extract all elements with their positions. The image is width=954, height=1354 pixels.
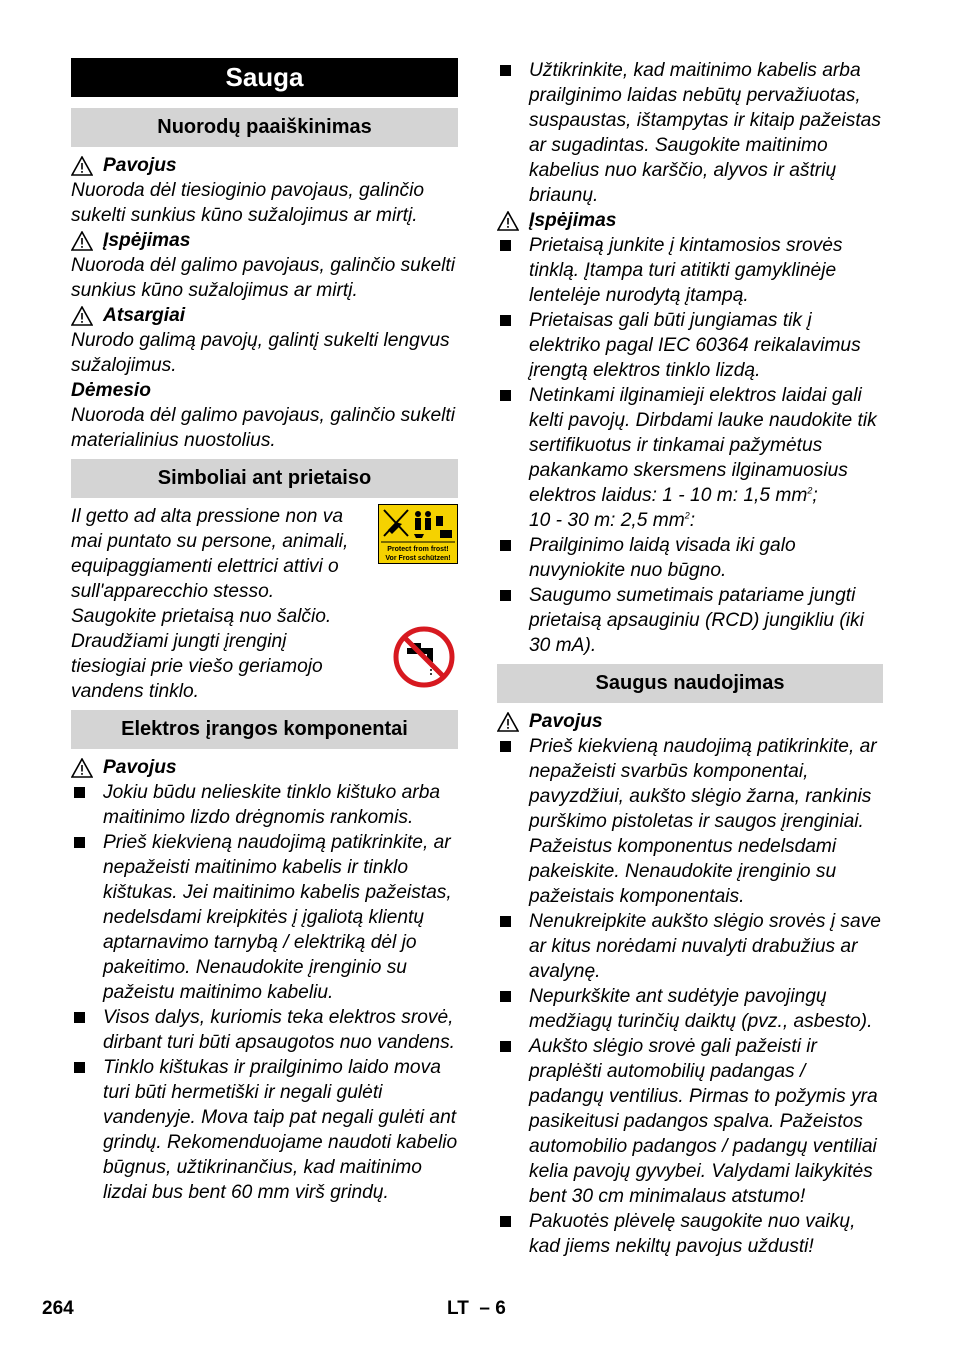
bullet-square-icon bbox=[500, 1216, 511, 1227]
list-item: Pakuotės plėvelę saugokite nuo vaikų, kad jiems nekiltų pavojus uždusti! bbox=[497, 1209, 883, 1259]
frost-sign-line1: Protect from frost! bbox=[387, 546, 449, 553]
section-heading-explanations: Nuorodų paaiškinimas bbox=[71, 108, 458, 147]
warning-description: Nuoroda dėl galimo pavojaus, galinčio sukelti sunkius kūno sužalojimus ar mirtį. bbox=[71, 255, 455, 301]
label-text: Pavojus bbox=[529, 711, 603, 732]
list-item: Nenukreipkite aukšto slėgio srovės į save ar kitus norėdami nuvalyti drabužius ar avalynę. bbox=[497, 909, 883, 984]
warning-triangle-icon bbox=[497, 211, 519, 231]
frost-sign-line2: Vor Frost schützen! bbox=[385, 555, 451, 562]
bullet-square-icon bbox=[500, 65, 511, 76]
frost-sign-icon bbox=[378, 504, 458, 564]
list-item: Prietaisą junkite į kintamosios srovės tinklą. Įtampa turi atitikti gamyklinėje lentelėje nurodytą įtampą. bbox=[497, 233, 883, 308]
list-item: Užtikrinkite, kad maitinimo kabelis arba prailginimo laidas nebūtų pervažiuotas, suspaustas, ištampytas ir kitaip pažeistas ar sugadintas. Saugokite maitinimo kabelius nuo karščio, alyvos ir aštrių briaunų. bbox=[497, 58, 883, 208]
list-item: Jokiu būdu nelieskite tinklo kištuko arba maitinimo lizdo drėgnomis rankomis. bbox=[71, 780, 458, 830]
language-code: LT bbox=[447, 1298, 469, 1319]
right-column bbox=[497, 58, 883, 1259]
warning-label-caution bbox=[71, 303, 458, 328]
warning-triangle-icon bbox=[497, 712, 519, 732]
section-heading-electrical: Elektros įrangos komponentai bbox=[71, 710, 458, 749]
label-text: Įspėjimas bbox=[103, 230, 191, 251]
symbols-block bbox=[71, 504, 458, 704]
label-text: Įspėjimas bbox=[529, 210, 617, 231]
warning-label-warning bbox=[71, 228, 458, 253]
symbol-frost-text: Saugokite prietaisą nuo šalčio. bbox=[71, 606, 332, 627]
bullet-square-icon bbox=[500, 390, 511, 401]
bullet-square-icon bbox=[500, 315, 511, 326]
symbol-water-text: Draudžiami jungti įrenginį tiesiogiai prie viešo geriamojo vandens tinklo. bbox=[71, 631, 323, 702]
list-item: Saugumo sumetimais patariame jungti prietaisą apsauginiu (RCD) jungikliu (iki 30 mA). bbox=[497, 583, 883, 658]
list-item: Netinkami ilginamieji elektros laidai gali kelti pavojų. Dirbdami lauke naudokite tik sertifikuotus ir tinkamai pažymėtus pakankamo skersmens ilginamuosius elektros laidus: 1 - 10 m: 1,5 $mm^2$; 10 - 30 m: 2,5 $mm^2$: bbox=[497, 383, 883, 533]
page-subnumber: – 6 bbox=[479, 1298, 506, 1319]
bullet-square-icon bbox=[500, 1041, 511, 1052]
page-title: Sauga bbox=[71, 58, 458, 97]
bullet-square-icon bbox=[74, 1012, 85, 1023]
bullet-square-icon bbox=[74, 1062, 85, 1073]
bullet-square-icon bbox=[500, 741, 511, 752]
warning-triangle-icon bbox=[71, 306, 93, 326]
list-item: Tinklo kištukas ir prailginimo laido mova turi būti hermetiški ir negali gulėti vandenyje. Mova taip pat negali gulėti ant grindų. Rekomenduojame naudoti kabelio būgnus, užtikrinančius, kad maitinimo lizdai bus bent 60 mm virš grindų. bbox=[71, 1055, 458, 1205]
warning-triangle-icon bbox=[71, 231, 93, 251]
section-heading-safe-use: Saugus naudojimas bbox=[497, 664, 883, 703]
warning-triangle-icon bbox=[71, 156, 93, 176]
attention-label: Dėmesio bbox=[71, 380, 151, 401]
list-item: Prailginimo laidą visada iki galo nuvyniokite nuo būgno. bbox=[497, 533, 883, 583]
no-drinking-water-connection-sign bbox=[393, 626, 455, 688]
bullet-square-icon bbox=[500, 991, 511, 1002]
bullet-square-icon bbox=[500, 240, 511, 251]
label-text: Pavojus bbox=[103, 757, 177, 778]
warning-label-danger bbox=[71, 153, 458, 178]
warning-triangle-icon bbox=[71, 758, 93, 778]
list-item: Aukšto slėgio srovė gali pažeisti ir praplėšti automobilių padangas / padangų ventilius. Pirmas to požymis yra pasikeitusi padangos spalva. Pažeistos automobilio padangos / padangų ventiliai kelia pavojų gyvybei. Valydami laikykitės bent 30 cm minimalaus atstumo! bbox=[497, 1034, 883, 1209]
left-column bbox=[71, 58, 458, 1205]
section-heading-symbols: Simboliai ant prietaiso bbox=[71, 459, 458, 498]
page-language-footer bbox=[447, 1298, 506, 1320]
no-tap-icon bbox=[393, 626, 455, 688]
bullet-square-icon bbox=[500, 916, 511, 927]
bullet-square-icon bbox=[74, 787, 85, 798]
caution-description: Nurodo galimą pavojų, galintį sukelti lengvus sužalojimus. bbox=[71, 330, 450, 376]
list-item: Prieš kiekvieną naudojimą patikrinkite, ar nepažeisti maitinimo kabelis ir tinklo kištukas. Jei maitinimo kabelis pažeistas, nedelsdami kreipkitės į įgaliotą klientų aptarnavimo tarnybą / elektriką dėl jo pakeitimo. Nenaudokite įrenginio su pažeistu maitinimo kabeliu. bbox=[71, 830, 458, 1005]
list-item: Nepurkškite ant sudėtyje pavojingų medžiagų turinčių daiktų (pvz., asbesto). bbox=[497, 984, 883, 1034]
frost-warning-sign bbox=[378, 504, 458, 564]
warning-label-warning bbox=[497, 208, 883, 233]
bullet-square-icon bbox=[74, 837, 85, 848]
danger-description: Nuoroda dėl tiesioginio pavojaus, galinčio sukelti sunkius kūno sužalojimus ar mirtį. bbox=[71, 180, 425, 226]
list-item: Prieš kiekvieną naudojimą patikrinkite, ar nepažeisti svarbūs komponentai, pavyzdžiui, aukšto slėgio žarna, rankinis purškimo pistoletas ir saugos įrenginiai. Pažeistus komponentus nedelsdami pakeiskite. Nenaudokite įrenginio su pažeistais komponentais. bbox=[497, 734, 883, 909]
list-item: Prietaisas gali būti jungiamas tik į elektriko pagal IEC 60364 reikalavimus įrengtą elektros tinklo lizdą. bbox=[497, 308, 883, 383]
bullet-square-icon bbox=[500, 540, 511, 551]
warning-label-danger bbox=[497, 709, 883, 734]
page-number: 264 bbox=[42, 1298, 74, 1319]
label-text: Pavojus bbox=[103, 155, 177, 176]
label-text: Atsargiai bbox=[103, 305, 186, 326]
warning-label-danger bbox=[71, 755, 458, 780]
symbol-jet-text: Il getto ad alta pressione non va mai puntato su persone, animali, equipaggiamenti elettrici attivi o sull'apparecchio stesso. bbox=[71, 506, 349, 602]
bullet-square-icon bbox=[500, 590, 511, 601]
attention-description: Nuoroda dėl galimo pavojaus, galinčio sukelti materialinius nuostolius. bbox=[71, 405, 455, 451]
list-item: Visos dalys, kuriomis teka elektros srovė, dirbant turi būti apsaugotos nuo vandens. bbox=[71, 1005, 458, 1055]
